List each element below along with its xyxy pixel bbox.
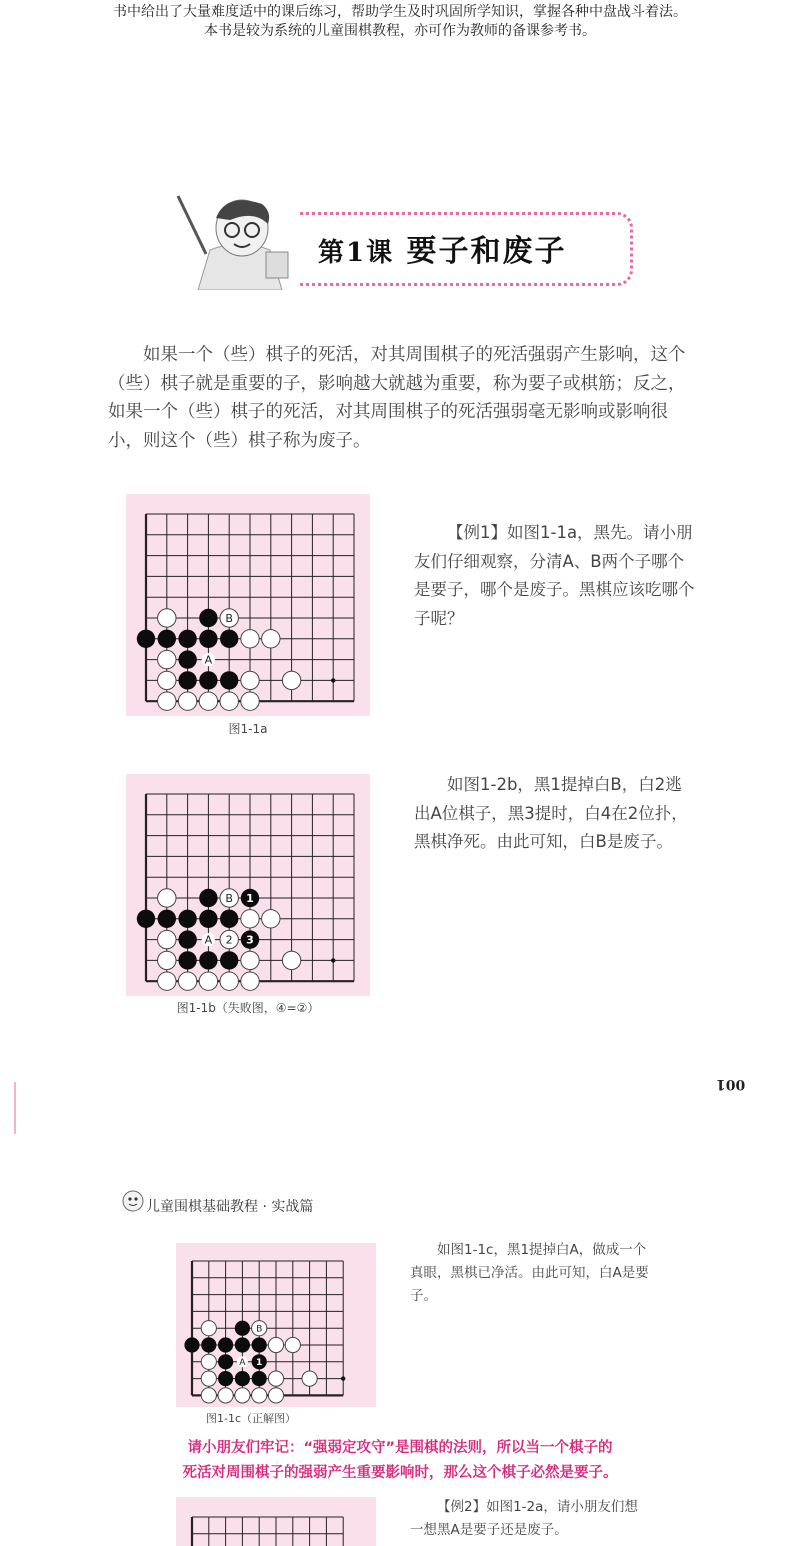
board3-point-label: A — [239, 1357, 246, 1368]
go-board-3 — [176, 1243, 376, 1407]
go-board-4 — [176, 1497, 376, 1546]
board3-black-stone — [201, 1337, 216, 1352]
definition-paragraph — [108, 341, 700, 455]
board2-white-stone — [262, 910, 280, 928]
board2-white-stone — [178, 972, 196, 990]
board3-white-stone — [218, 1388, 233, 1403]
board2-white-stone — [158, 889, 176, 907]
board1-black-stone — [199, 630, 217, 648]
board2-white-stone — [158, 951, 176, 969]
board3-black-stone — [218, 1371, 233, 1386]
board2-white-stone — [220, 972, 238, 990]
board2-stone-label: 3 — [246, 933, 254, 947]
board3-star-point — [341, 1376, 345, 1380]
board3-black-stone — [218, 1337, 233, 1352]
lesson-title: 要子和废子 — [406, 234, 567, 269]
board3-white-stone — [252, 1388, 267, 1403]
board3-white-stone — [268, 1371, 283, 1386]
board3-stone-label: 1 — [256, 1357, 263, 1368]
board2-star-point — [331, 958, 335, 962]
board1-white-stone — [241, 630, 259, 648]
board3-black-stone — [235, 1321, 250, 1336]
board1-white-stone — [241, 692, 259, 710]
board3-white-stone — [302, 1371, 317, 1386]
page-number: 001 — [716, 1076, 746, 1092]
board1-black-stone — [199, 609, 217, 627]
board2-black-stone — [178, 910, 196, 928]
board1-black-stone — [158, 630, 176, 648]
board1-point-label: A — [204, 653, 213, 667]
board2-black-stone — [220, 910, 238, 928]
board2-black-stone — [199, 910, 217, 928]
board3-white-stone — [201, 1321, 216, 1336]
board2-white-stone — [241, 910, 259, 928]
figure-text-2 — [414, 771, 696, 857]
book-title: 儿童围棋基础教程 · 实战篇 — [146, 1199, 314, 1215]
board3-white-stone — [268, 1337, 283, 1352]
remember-lead: 请小朋友们牢记： — [187, 1440, 304, 1456]
board2-white-stone — [241, 972, 259, 990]
board1-black-stone — [178, 630, 196, 648]
board1-black-stone — [178, 671, 196, 689]
page-edge-mark — [14, 1082, 16, 1134]
board2-black-stone — [199, 951, 217, 969]
board3-black-stone — [218, 1354, 233, 1369]
board3-black-stone — [235, 1337, 250, 1352]
intro-line-1: 书中给出了大量难度适中的课后练习，帮助学生及时巩固所学知识，掌握各种中盘战斗着法。 — [113, 4, 687, 20]
figure-text-1 — [414, 519, 696, 633]
figure-caption-2: 图1-1b（失败图，④=②） — [176, 1001, 320, 1015]
board1-black-stone — [137, 630, 155, 648]
board2-white-stone — [158, 972, 176, 990]
board1-white-stone — [220, 692, 238, 710]
board1-black-stone — [178, 650, 196, 668]
board3-white-stone — [268, 1388, 283, 1403]
board2-black-stone — [158, 910, 176, 928]
figure-text-3-body: 如图1-1c，黑1提掉白A，做成一个真眼，黑棋已净活。由此可知，白A是要子。 — [410, 1242, 649, 1304]
figure-text-4 — [410, 1496, 650, 1542]
board3-white-stone — [201, 1388, 216, 1403]
remember-line-1-rest: “强弱定攻守”是围棋的法则，所以当一个棋子的 — [303, 1440, 613, 1456]
board3-black-stone — [235, 1371, 250, 1386]
board2-white-stone — [199, 972, 217, 990]
board3-white-stone — [201, 1371, 216, 1386]
board2-point-label: A — [204, 933, 213, 947]
board3-white-stone — [235, 1388, 250, 1403]
board1-black-stone — [199, 671, 217, 689]
board1-black-stone — [220, 671, 238, 689]
board2-white-stone — [158, 930, 176, 948]
board3-black-stone — [252, 1337, 267, 1352]
board1-white-stone — [282, 671, 300, 689]
remember-note — [140, 1436, 660, 1486]
board2-white-stone — [241, 951, 259, 969]
board1-stone-label: B — [225, 611, 233, 625]
figure-text-1-body: 【例1】如图1-1a，黑先。请小朋友们仔细观察，分清A、B两个子哪个是要子，哪个是废子。黑棋应该吃哪个子呢？ — [414, 523, 695, 628]
board2-stone-label: B — [225, 891, 233, 905]
board1-white-stone — [262, 630, 280, 648]
board1-white-stone — [158, 692, 176, 710]
figure-caption-1: 图1-1a — [228, 722, 268, 736]
board2-black-stone — [178, 930, 196, 948]
board1-black-stone — [220, 630, 238, 648]
board2-stone-label: 1 — [246, 891, 254, 905]
board2-black-stone — [137, 910, 155, 928]
board2-black-stone — [220, 951, 238, 969]
board1-white-stone — [199, 692, 217, 710]
teacher-illustration — [170, 190, 310, 290]
board3-black-stone — [252, 1371, 267, 1386]
board1-white-stone — [158, 671, 176, 689]
go-stone-mascot-icon — [120, 1188, 146, 1214]
board1-white-stone — [158, 650, 176, 668]
lesson-number: 第1课 — [318, 238, 395, 268]
definition-text: 如果一个（些）棋子的死活，对其周围棋子的死活强弱产生影响，这个（些）棋子就是重要的子，影响越大就越为重要，称为要子或棋筋；反之，如果一个（些）棋子的死活，对其周围棋子的死活强弱毫无影响或影响很小，则这个（些）棋子称为废子。 — [108, 345, 686, 451]
board3-white-stone — [285, 1337, 300, 1352]
board1-white-stone — [241, 671, 259, 689]
board1-white-stone — [158, 609, 176, 627]
figure-text-2-body: 如图1-2b，黑1提掉白B，白2逃出A位棋子，黑3提时，白4在2位扑，黑棋净死。由此可知，白B是废子。 — [414, 775, 688, 851]
figure-caption-3: 图1-1c（正解图） — [205, 1412, 296, 1425]
board1-star-point — [331, 678, 335, 682]
go-board-2 — [126, 774, 370, 996]
remember-line-1 — [140, 1436, 660, 1461]
intro-line-2: 本书是较为系统的儿童围棋教程，亦可作为教师的备课参考书。 — [204, 23, 596, 39]
remember-line-2: 死活对周围棋子的强弱产生重要影响时，那么这个棋子必然是要子。 — [182, 1465, 618, 1481]
figure-text-3 — [410, 1239, 650, 1308]
board2-black-stone — [178, 951, 196, 969]
board3-white-stone — [201, 1354, 216, 1369]
board1-white-stone — [178, 692, 196, 710]
board3-black-stone — [184, 1337, 199, 1352]
board2-black-stone — [199, 889, 217, 907]
figure-text-4-body: 【例2】如图1-2a，请小朋友们想一想黑A是要子还是废子。 — [410, 1499, 638, 1538]
board2-white-stone — [282, 951, 300, 969]
lesson-heading — [318, 226, 567, 270]
go-board-1 — [126, 494, 370, 716]
board3-stone-label: B — [256, 1324, 263, 1335]
board2-stone-label: 2 — [225, 933, 233, 947]
